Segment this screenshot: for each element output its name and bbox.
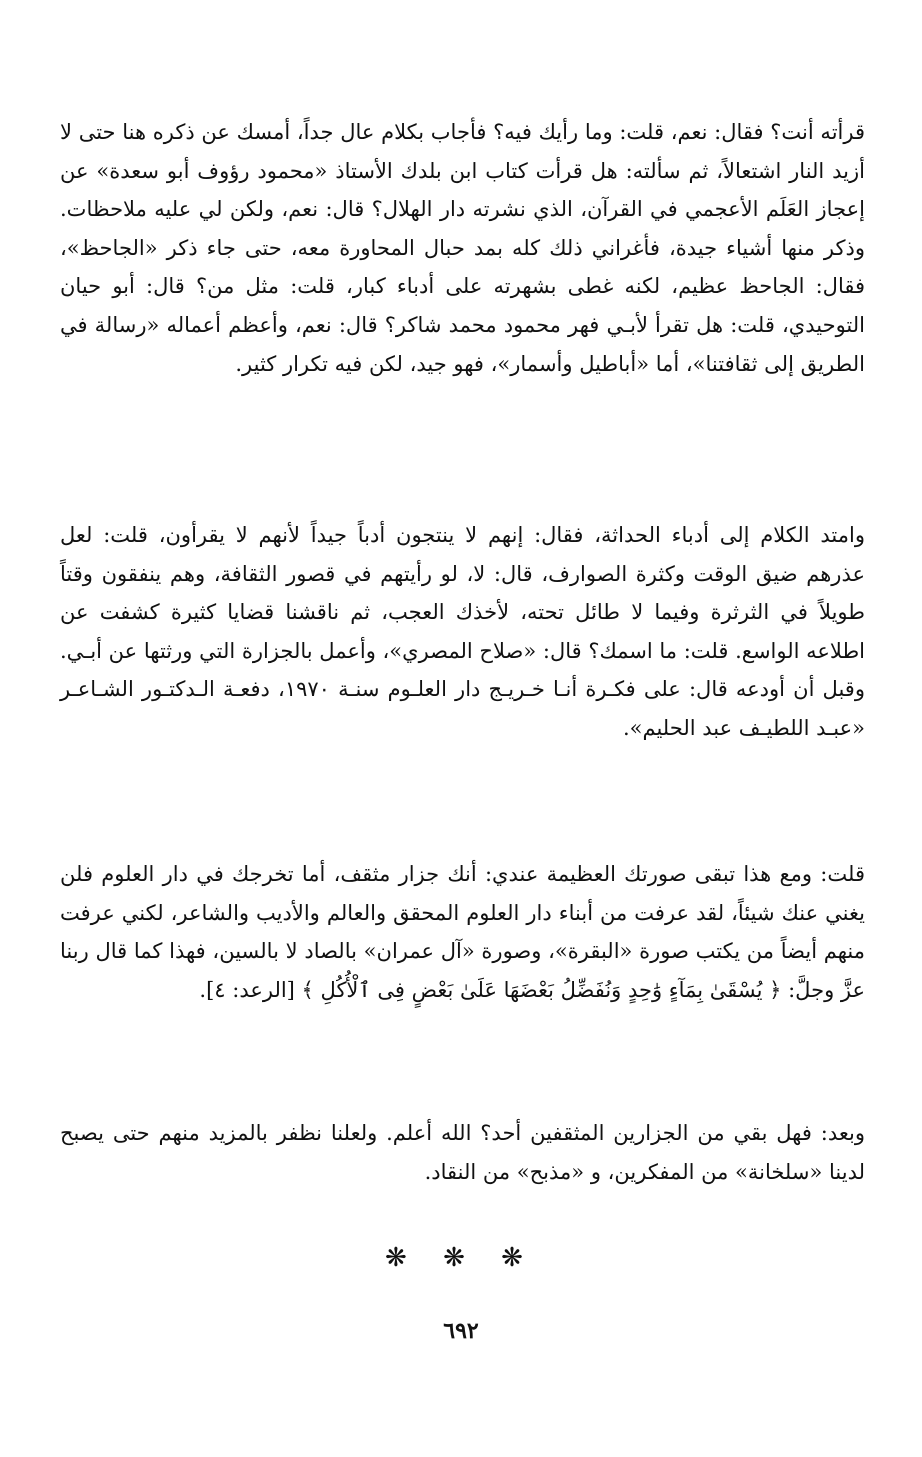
paragraph-4: وبعد: فهل بقي من الجزارين المثقفين أحد؟ الله أعلم. ولعلنا نظفر بالمزيد منهم حتى يصبح لدينا «سلخانة» من المفكرين، و «مذبح» من النقاد. xyxy=(60,1121,865,1184)
paragraph-2: وامتد الكلام إلى أدباء الحداثة، فقال: إنهم لا ينتجون أدباً جيداً لأنهم لا يقرأون، قلت: لعل عذرهم ضيق الوقت وكثرة الصوارف، قال: لا، لو رأيتهم في قصور الثقافة، وهم ينفقون وقتاً طويلاً في الثرثرة وفيما لا طائل تحته، لأخذك العجب، ثم ناقشنا قضايا كثيرة كشفت عن اطلاعه الواسع. قلت: ما اسمك؟ قال: «صلاح المصري»، وأعمل بالجزارة التي ورثتها عن أبـي. وقبل أن أودعه قال: على فكـرة أنـا خـريـج دار العلـوم سنـة ١٩٧٠، دفعـة الـدكتـور الشـاعـر «عبـد اللطيـف عبد الحليم». xyxy=(60,523,865,740)
page-number: ٦٩٢ xyxy=(443,1318,479,1344)
section-separator: ❋ ❋ ❋ xyxy=(385,1243,537,1273)
paragraph-1: قرأته أنت؟ فقال: نعم، قلت: وما رأيك فيه؟ فأجاب بكلام عال جداً، أمسك عن ذكره هنا حتى لا أزيد النار اشتعالاً، ثم سألته: هل قرأت كتاب ابن بلدك الأستاذ «محمود رؤوف أبو سعدة» عن إعجاز العَلَم الأعجمي في القرآن، الذي نشرته دار الهلال؟ قال: نعم، ولكن لي عليه ملاحظات. وذكر منها أشياء جيدة، فأغراني ذلك كله بمد حبال المحاورة معه، حتى جاء ذكر «الجاحظ»، فقال: الجاحظ عظيم، لكنه غطى بشهرته على أدباء كبار، قلت: مثل من؟ قال: أبو حيان التوحيدي، قلت: هل تقرأ لأبـي فهر محمود محمد شاكر؟ قال: نعم، وأعظم أعماله «رسالة في الطريق إلى ثقافتنا»، أما «أباطيل وأسمار»، فهو جيد، لكن فيه تكرار كثير. xyxy=(60,120,865,376)
paragraph-3: قلت: ومع هذا تبقى صورتك العظيمة عندي: أنك جزار مثقف، أما تخرجك في دار العلوم فلن يغني عنك شيئاً، لقد عرفت من أبناء دار العلوم المحقق والعالم والأديب والشاعر، لكني عرفت منهم أيضاً من يكتب صورة «البقرة»، وصورة «آل عمران» بالصاد لا بالسين، فهذا كما قال ربنا عزَّ وجلَّ: ﴿ يُسْقَىٰ بِمَآءٍ وَٰحِدٍ وَنُفَضِّلُ بَعْضَهَا عَلَىٰ بَعْضٍ فِى ٱلْأُكُلِ ﴾ [الرعد: ٤]. xyxy=(60,862,865,1002)
